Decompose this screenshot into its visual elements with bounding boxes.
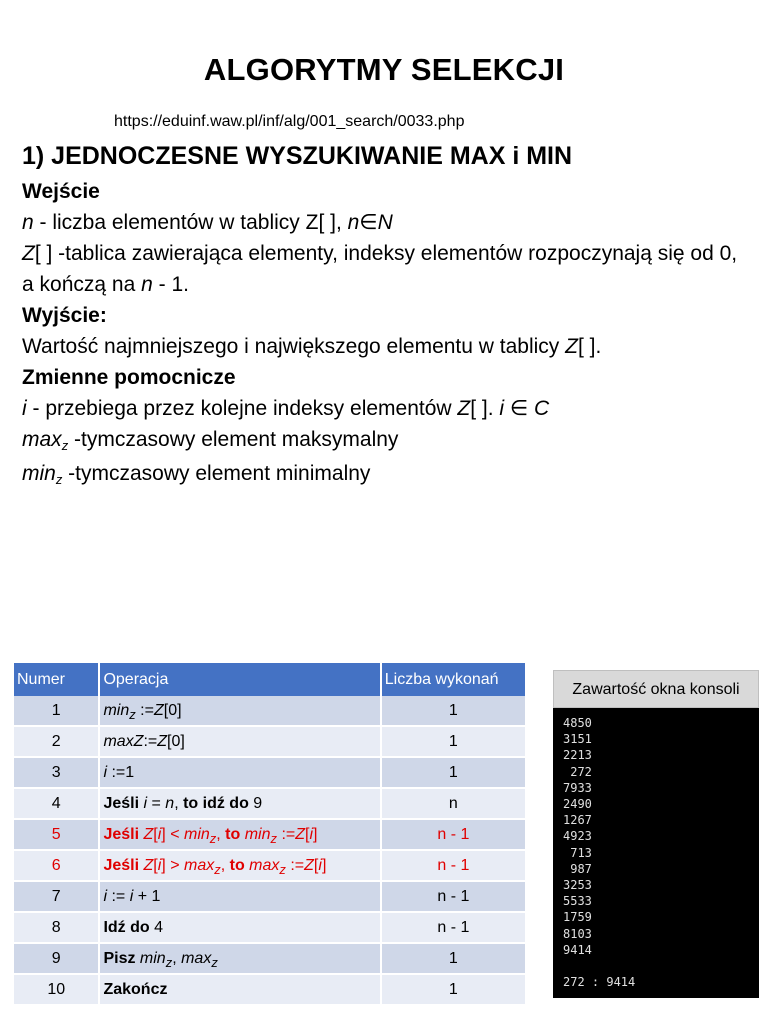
table-row [14,819,526,850]
console-line: 9414 [563,942,592,957]
table-row [14,757,526,788]
row-count: n - 1 [381,881,526,912]
table-row [14,726,526,757]
row-count: n - 1 [381,912,526,943]
row-number: 7 [14,881,99,912]
console-line: 272 [563,764,592,779]
row-count: n - 1 [381,819,526,850]
row-operation: i :=1 [99,757,380,788]
helpers-label: Zmienne pomocnicze [22,366,236,389]
row-count: n - 1 [381,850,526,881]
row-count: 1 [381,726,526,757]
table-row [14,696,526,726]
row-operation: Idź do 4 [99,912,380,943]
description-body [22,176,752,489]
row-count: 1 [381,974,526,1005]
table-row [14,912,526,943]
console-line [563,958,759,974]
console-line: 713 [563,845,592,860]
table-row [14,881,526,912]
console-line: 1267 [563,813,592,828]
header-numer: Numer [14,663,99,696]
row-count: n [381,788,526,819]
row-number: 8 [14,912,99,943]
console-line: 1759 [563,910,592,925]
operations-table [14,663,527,1006]
table-row [14,943,526,974]
helper-min-line: $\min_z$ -tymczasowy element minimalny [22,462,371,487]
section-heading: 1) JEDNOCZESNE WYSZUKIWANIE MAX i MIN [22,142,573,170]
table-row [14,974,526,1005]
row-number: 1 [14,696,99,726]
row-number: 5 [14,819,99,850]
output-label: Wyjście: [22,304,107,327]
console-line: 987 [563,861,592,876]
console-line: 2490 [563,797,592,812]
input-label: Wejście [22,180,100,203]
console-output [553,708,759,998]
console-window [553,670,759,998]
console-line: 4923 [563,829,592,844]
row-number: 2 [14,726,99,757]
row-operation: Pisz $\min_z$, $\max_z$ [99,943,380,974]
console-line: 5533 [563,894,592,909]
row-number: 10 [14,974,99,1005]
table-row [14,850,526,881]
table-row [14,788,526,819]
row-count: 1 [381,943,526,974]
console-title: Zawartość okna konsoli [553,670,759,708]
row-number: 6 [14,850,99,881]
console-line: 3151 [563,732,592,747]
row-operation: Zakończ [99,974,380,1005]
input-z-line: Z[ ] -tablica zawierająca elementy, indeksy elementów rozpoczynają się od 0, a kończą na n - 1. [22,242,738,296]
helper-i-line: i - przebiega przez kolejne indeksy elementów Z[ ]. i ∈ C [22,397,550,420]
source-url: https://eduinf.waw.pl/inf/alg/001_search/0033.php [114,113,465,130]
table-header-row [14,663,526,696]
row-count: 1 [381,696,526,726]
row-number: 3 [14,757,99,788]
row-operation: maxZ:=Z[0] [99,726,380,757]
header-operacja: Operacja [99,663,380,696]
row-operation: Jeśli $Z[i] < \min_z$, to $\min_z$ :=Z[i] [99,819,380,850]
page-title: ALGORYTMY SELEKCJI [203,52,565,87]
header-liczba: Liczba wykonań [381,663,526,696]
console-line: 2213 [563,748,592,763]
input-n-line: n - liczba elementów w tablicy Z[ ], n∈N [22,211,393,234]
row-count: 1 [381,757,526,788]
console-line: 8103 [563,926,592,941]
row-operation: Jeśli $Z[i] > \max_z$, to $\max_z$ :=Z[i] [99,850,380,881]
row-operation: i := i + 1 [99,881,380,912]
console-line: 272 : 9414 [563,975,636,990]
console-line: 3253 [563,878,592,893]
row-number: 9 [14,943,99,974]
row-operation: Jeśli i = n, to idź do 9 [99,788,380,819]
console-line: 4850 [563,716,592,730]
row-number: 4 [14,788,99,819]
row-operation: $\min_z$ :=Z[0] [99,696,380,726]
console-line: 7933 [563,780,592,795]
output-line: Wartość najmniejszego i największego elementu w tablicy Z[ ]. [22,335,602,358]
helper-max-line: $\max_z$ -tymczasowy element maksymalny [22,428,399,453]
